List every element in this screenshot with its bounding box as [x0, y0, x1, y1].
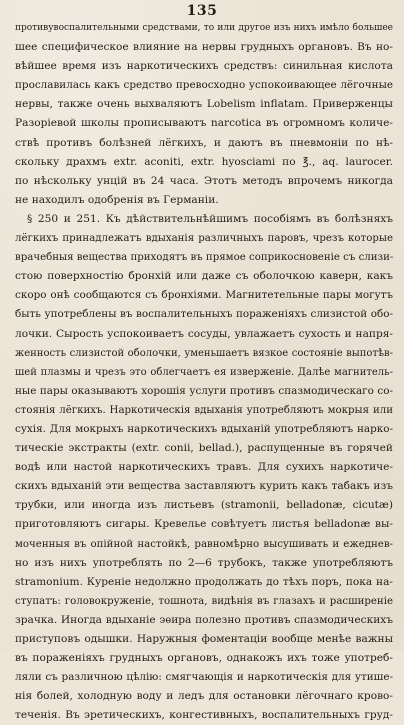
text-line: ляли съ различною цѣлiю: смягчающiя и наркотическiя для утише-	[15, 671, 393, 684]
text-line: шей плазмы и чрезъ это облегчаетъ ея изверженiе. Далѣе магнитель-	[15, 366, 393, 378]
text-line: stramonium. Куренiе недолжно продолжать до тѣхъ поръ, пока на-	[15, 575, 393, 588]
text-line: водѣ или настой наркотическихъ травъ. Для сухихъ наркотиче-	[15, 461, 393, 474]
text-line: нiя болей, холодную воду и ледъ для остановки лёгочнаго крово-	[15, 690, 393, 703]
text-line: стою поверхностiю бронхiй или даже съ оболочкою каверн, какъ	[15, 270, 393, 283]
text-line: въ пораженiяхъ грудныхъ органовъ, однакожъ ихъ тоже употреб-	[15, 652, 393, 665]
text-line: вѣйшее время изъ наркотическихъ средствъ: синильная кислота	[15, 60, 393, 73]
text-line: лочки. Сырость успокоиваетъ сосуды, увлажаетъ сухость и напря-	[15, 327, 393, 340]
text-line: ствѣ противъ болѣзней лёгкихъ, и даютъ въ пневмонiи по нѣ-	[15, 136, 393, 149]
text-line: не находилъ одобренiя въ Германiи.	[15, 193, 219, 206]
text-line: ные пары оказываютъ хорошiя услуги противъ спазмодическаго со-	[15, 384, 393, 397]
text-line: приготовляютъ сигары. Кревелье совѣтуетъ листья belladonæ вы-	[15, 518, 393, 531]
text-line: лёгкихъ принадлежатъ вдыханiя различныхъ паровъ, чрезъ которые	[15, 233, 393, 245]
text-line: по нѣскольку унцiй въ 24 часа. Этотъ методъ впрочемъ никогда	[15, 174, 393, 187]
text-line: стоянiя лёгкихъ. Наркотическiя вдыханiя употребляютъ мокрыя или	[15, 404, 393, 416]
text-line: шее специфическое влияние на нервы грудныхъ органовъ. Въ но-	[15, 41, 393, 54]
text-line: трубки, или иногда изъ листьевъ (stramonii, belladonæ, cicutæ)	[15, 499, 393, 512]
text-line: противувоспалительными средствами, то или другое изъ нихъ имѣло большее	[15, 23, 393, 33]
text-line: § 250 и 251. Къ дѣйствительнѣйшимъ пособiямъ въ болѣзняхъ	[27, 212, 393, 225]
text-line: Разорiевой школы прописываютъ narcotica въ огромномъ количе-	[15, 117, 393, 130]
text-line: прославилась какъ средство превосходно успокоивающее лёгочные	[15, 79, 393, 92]
text-line: скольку драхмъ extr. aconiti, extr. hyosciami по ℥., aq. laurocer.	[15, 155, 393, 168]
body-text	[15, 19, 393, 725]
text-line: но изъ нихъ употреблять по 2—6 трубокъ, также употребляютъ	[15, 556, 393, 569]
text-line: нервы, также очень выхваляютъ Lobelism inflatam. Приверженцы	[15, 98, 393, 111]
text-line: быть употреблены въ воспалительныхъ пораженiяхъ слизистой обо-	[15, 308, 393, 321]
text-line: теченiя. Въ эретическихъ, конгестивныхъ, воспалительныхъ груд-	[15, 709, 393, 722]
text-line: ступатъ: головокруженiе, тошнота, видѣнiя въ глазахъ и расширенiе	[15, 595, 393, 607]
text-line: женность слизистой оболочки, уменьшаетъ вязкое состоянiе выпотѣв-	[15, 347, 393, 359]
text-line: тическiе экстракты (extr. conii, bellad.), распущенные въ горячей	[15, 442, 393, 455]
text-line: моченныя въ опiйной настойкѣ, равномѣрно высушивать и ежеднев-	[15, 538, 393, 550]
text-line: врачебныя вещества приходятъ въ прямое соприкосновенiе съ слизи-	[15, 252, 394, 264]
text-line: скихъ вдыханiй эти вещества заставляютъ курить какъ табакъ изъ	[15, 480, 393, 493]
text-line: приступовъ одышки. Наружныя фоментацiи вообще менѣе важны	[15, 633, 393, 645]
text-line: скоро онѣ сообщаются съ бронхiями. Магнитетельные пары могутъ	[15, 289, 393, 302]
text-line: зрачка. Иногда вдыханiе эѳира полезно противъ спазмодическихъ	[15, 613, 393, 626]
text-line: сухiя. Для мокрыхъ наркотическихъ вдыханiй употребляютъ нарко-	[15, 422, 393, 435]
page-number: 135	[186, 3, 218, 19]
